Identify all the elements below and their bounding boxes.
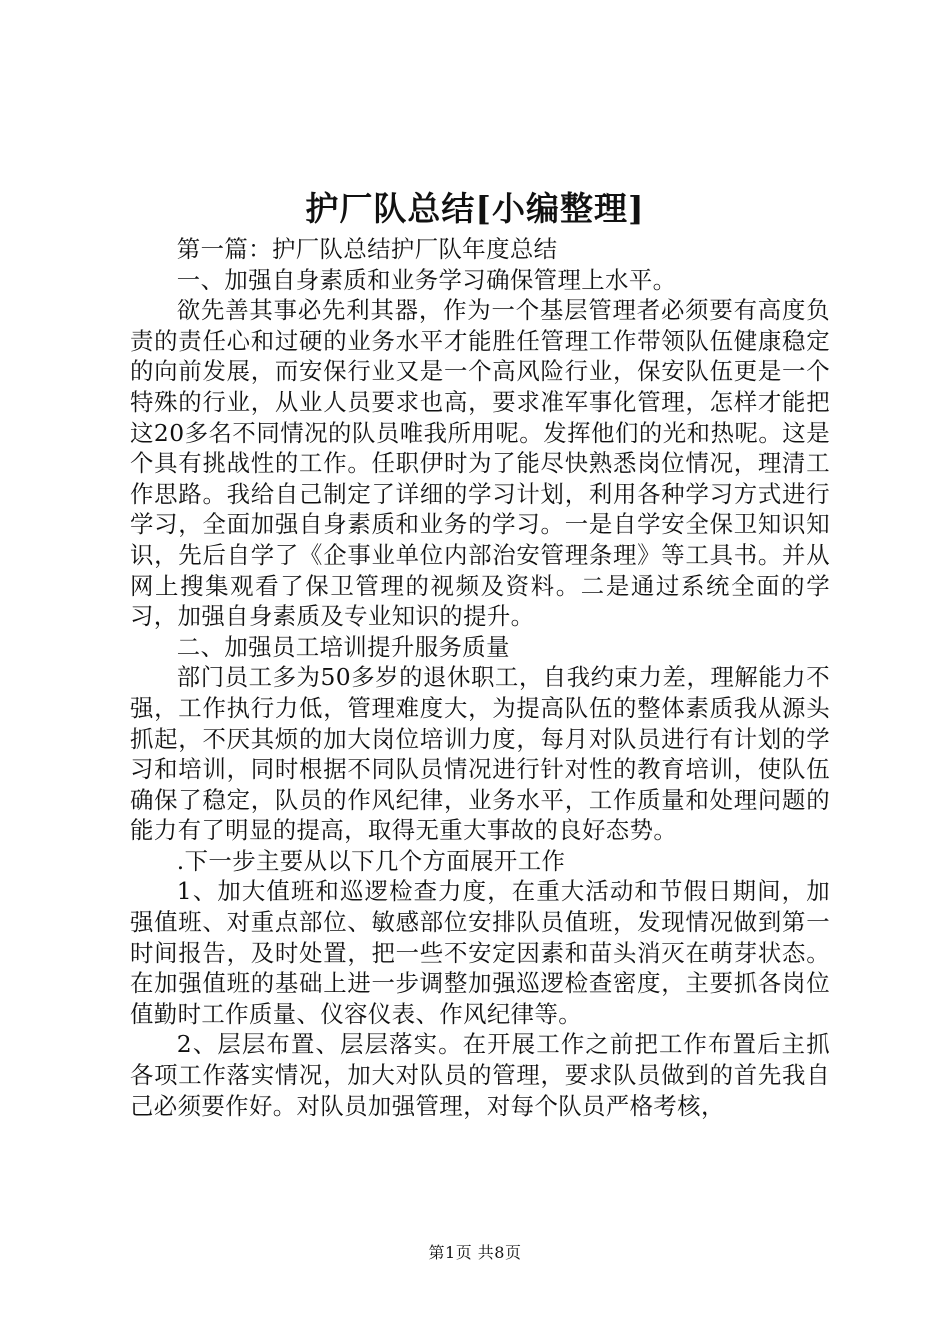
document-title: 护厂队总结[小编整理] [305, 189, 645, 228]
section-heading: 第一篇：护厂队总结护厂队年度总结 [176, 235, 558, 263]
document-body [130, 234, 830, 1121]
section-heading: 二、加强员工培训提升服务质量 [176, 632, 510, 661]
page-footer: 第1页 共8页 [428, 1243, 522, 1262]
body-paragraph: 1、加大值班和巡逻检查力度，在重大活动和节假日期间，加强值班、对重点部位、敏感部位安排队员值班，发现情况做到第一时间报告，及时处置，把一些不安定因素和苗头消灭在萌芽状态。在加强值班的基础上进一步调整加强巡逻检查密度，主要抓各岗位值勤时工作质量、仪容仪表、作风纪律等。 [130, 877, 830, 1028]
body-paragraph: 部门员工多为50多岁的退休职工，自我约束力差，理解能力不强，工作执行力低，管理难度大，为提高队伍的整体素质我从源头抓起，不厌其烦的加大岗位培训力度，每月对队员进行有计划的学习和培训，同时根据不同队员情况进行针对性的教育培训，使队伍确保了稳定，队员的作风纪律，业务水平，工作质量和处理问题的能力有了明显的提高，取得无重大事故的良好态势。 [130, 663, 830, 845]
body-paragraph: 2、层层布置、层层落实。在开展工作之前把工作布置后主抓各项工作落实情况，加大对队员的管理，要求队员做到的首先我自己必须要作好。对队员加强管理，对每个队员严格考核， [130, 1030, 830, 1120]
section-heading: 一、加强自身素质和业务学习确保管理上水平。 [176, 265, 677, 294]
body-paragraph: 欲先善其事必先利其器，作为一个基层管理者必须要有高度负责的责任心和过硬的业务水平才能胜任管理工作带领队伍健康稳定的向前发展，而安保行业又是一个高风险行业，保安队伍更是一个特殊的行业，从业人员要求也高，要求准军事化管理，怎样才能把这20多名不同情况的队员唯我所用呢。发挥他们的光和热呢。这是个具有挑战性的工作。任职伊时为了能尽快熟悉岗位情况，理清工作思路。我给自己制定了详细的学习计划，利用各种学习方式进行学习，全面加强自身素质和业务的学习。一是自学安全保卫知识知识，先后自学了《企事业单位内部治安管理条理》等工具书。并从网上搜集观看了保卫管理的视频及资料。二是通过系统全面的学习，加强自身素质及专业知识的提升。 [130, 296, 830, 631]
section-heading: .下一步主要从以下几个方面展开工作 [176, 846, 566, 875]
